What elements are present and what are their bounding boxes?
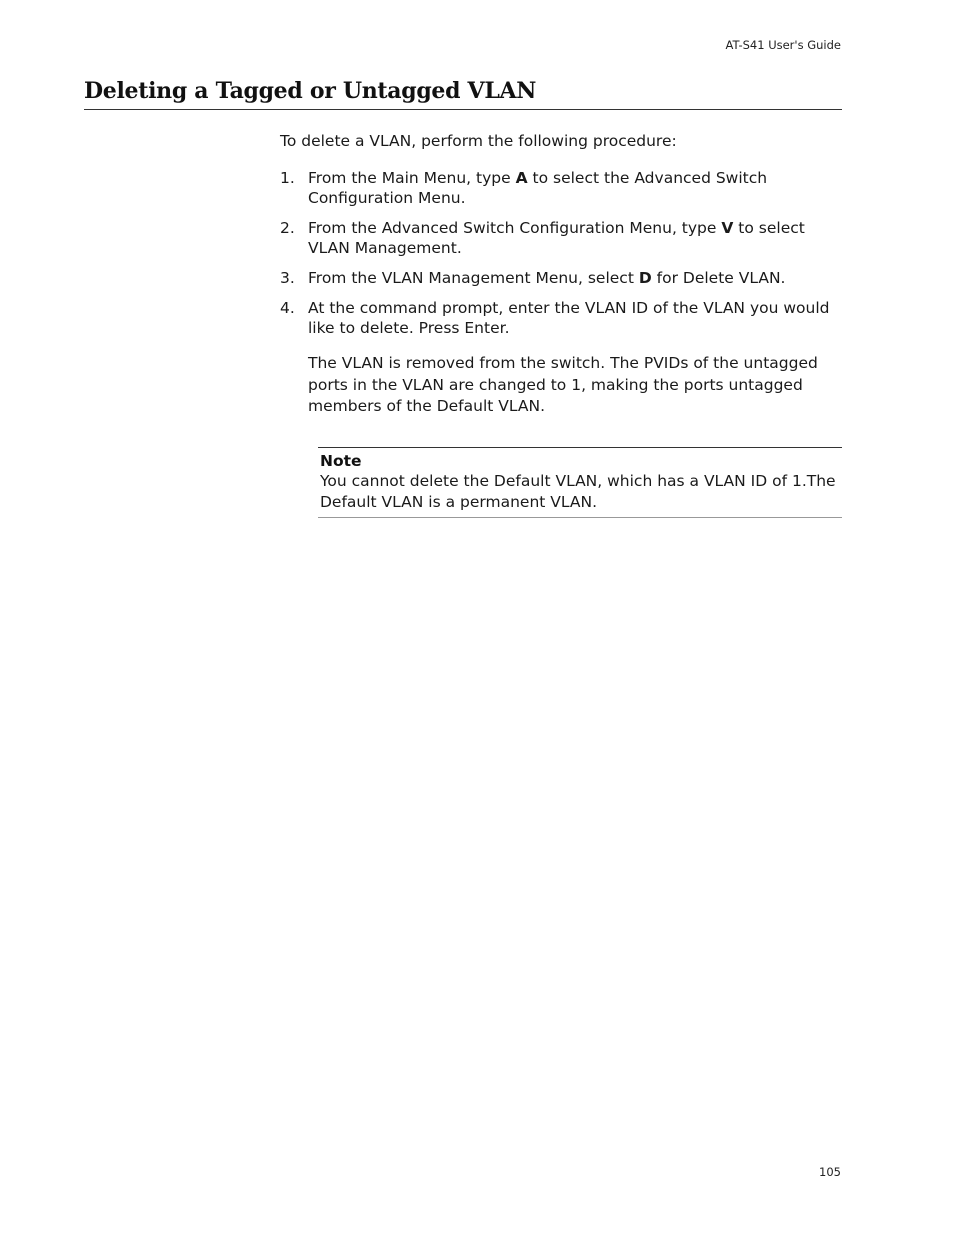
key-label: A	[515, 169, 528, 187]
step-number: 3.	[280, 269, 295, 287]
note-label: Note	[320, 452, 362, 470]
step-text: From the VLAN Management Menu, select D for Delete VLAN.	[308, 269, 786, 287]
running-header: AT-S41 User's Guide	[725, 38, 841, 52]
step-text: From the Advanced Switch Configuration Menu, type V to select VLAN Management.	[308, 219, 805, 257]
note-text: You cannot delete the Default VLAN, which has a VLAN ID of 1.The Default VLAN is a permanent VLAN.	[320, 472, 836, 511]
page-title: Deleting a Tagged or Untagged VLAN	[84, 78, 537, 104]
step-number: 2.	[280, 219, 295, 237]
note-box	[318, 447, 842, 518]
step-text: At the command prompt, enter the VLAN ID of the VLAN you would like to delete. Press Enter.	[308, 299, 830, 337]
step-number: 4.	[280, 299, 295, 317]
title-rule	[84, 109, 842, 110]
key-label: D	[638, 269, 652, 287]
step-text: From the Main Menu, type A to select the Advanced Switch Configuration Menu.	[308, 169, 768, 207]
key-label: V	[721, 219, 734, 237]
step-number: 1.	[280, 169, 295, 187]
result-paragraph: The VLAN is removed from the switch. The PVIDs of the untagged ports in the VLAN are changed to 1, making the ports untagged members of the Default VLAN.	[308, 354, 818, 415]
page-number: 105	[819, 1165, 841, 1179]
intro-paragraph: To delete a VLAN, perform the following procedure:	[280, 132, 677, 150]
